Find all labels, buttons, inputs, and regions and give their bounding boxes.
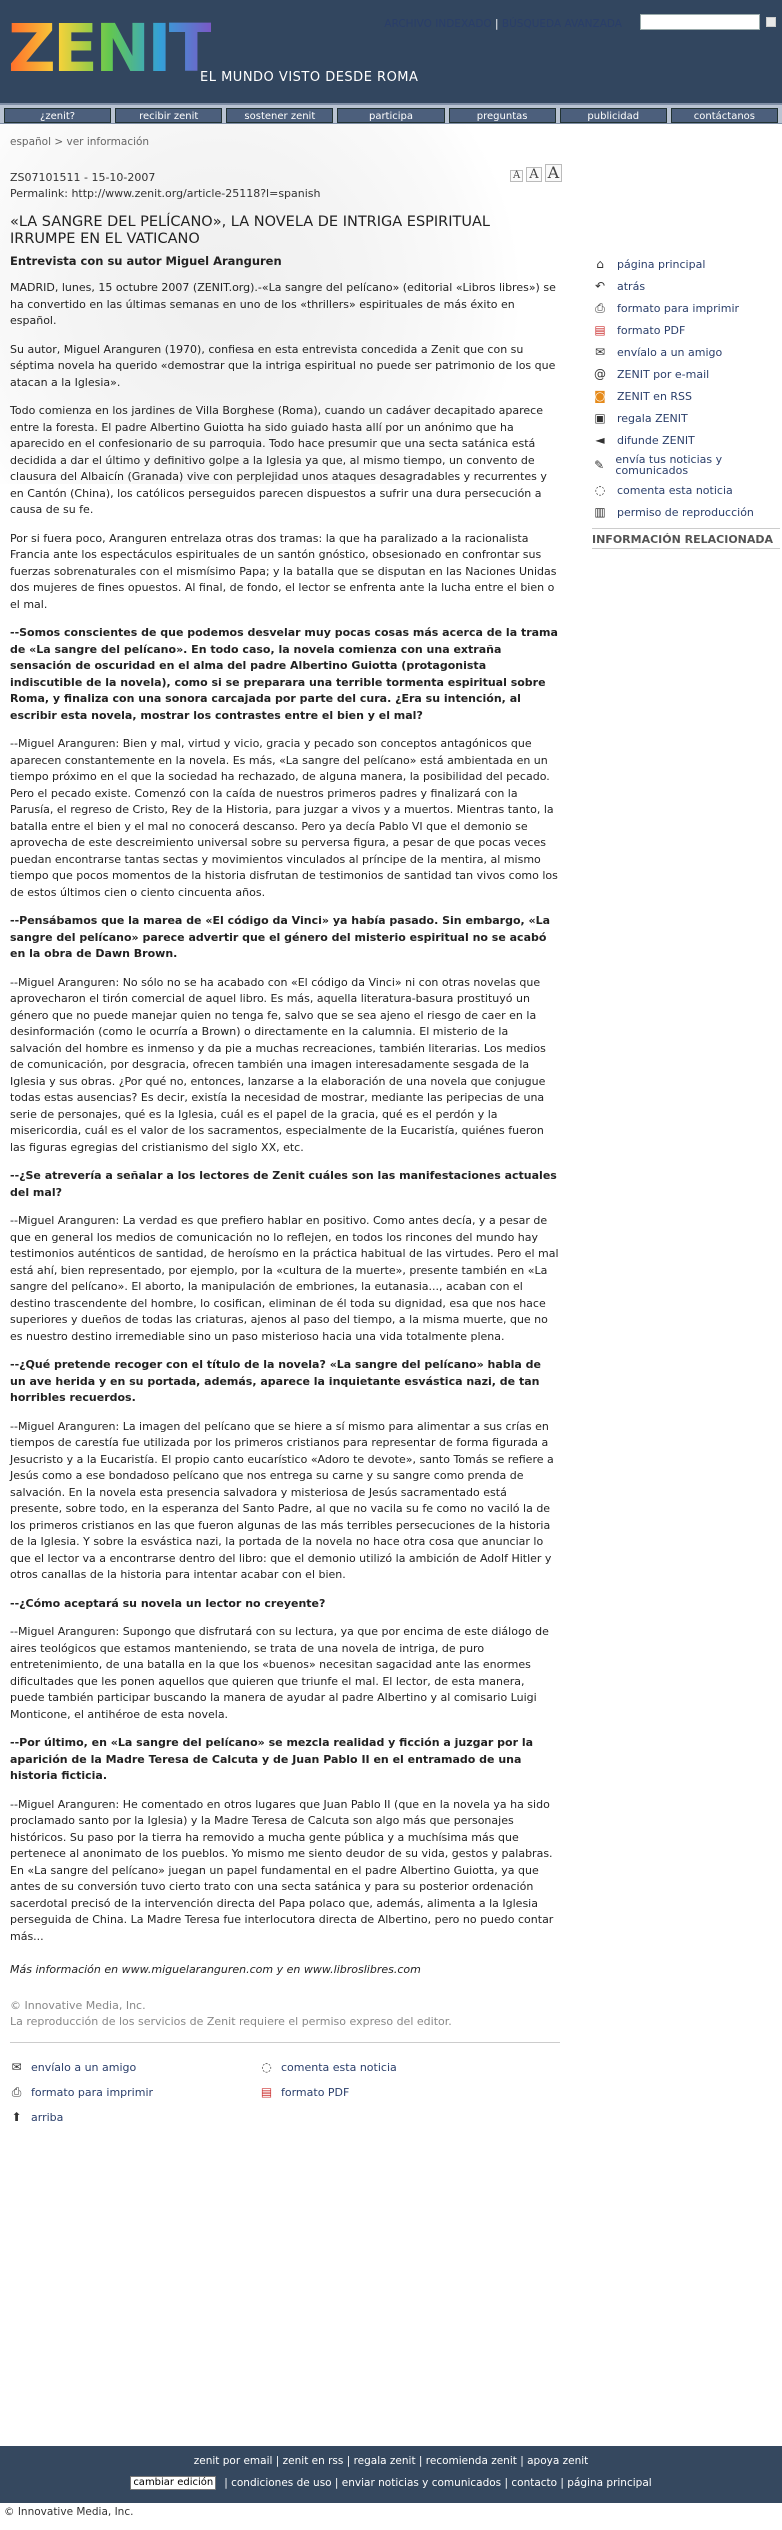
article-title: «LA SANGRE DEL PELÍCANO», LA NOVELA DE INTRIGA ESPIRITUAL IRRUMPE EN EL VATICANO: [10, 214, 491, 247]
pdf-icon: ▤: [594, 322, 606, 337]
comment-icon: ◌: [261, 2060, 272, 2074]
question-paragraph: --¿Cómo aceptará su novela un lector no creyente?: [10, 1596, 326, 1610]
bottom-tools: [10, 2042, 560, 2124]
related-info-heading: INFORMACIÓN RELACIONADA: [592, 528, 780, 549]
article-paragraph: --Miguel Aranguren: Supongo que disfrutará con su lectura, ya que por encima de este diálogo de aires teológicos que estamos manteniendo, se trata de una novela de intriga, de puro entretenimiento, de una batalla en la que los «buenos» necesitan sagacidad ante las enormes dificultades que les ponen aquellos que quieren que triunfe el mal. El lector, de esta manera, puede también participar buscando la manera de ayudar al padre Albertino y al comisario Luigi Monticone, el antihéroe de esta novela.: [10, 1625, 549, 1721]
sidebar-print[interactable]: [592, 300, 780, 316]
top-links-separator: |: [495, 18, 499, 30]
sidebar-home[interactable]: [592, 256, 780, 272]
tagline: EL MUNDO VISTO DESDE ROMA: [200, 70, 419, 85]
article-paragraph: MADRID, lunes, 15 octubre 2007 (ZENIT.org).-«La sangre del pelícano» (editorial «Libros libres») se ha convertido en las últimas semanas en uno de los «thrillers» espirituales de más éxito en español.: [10, 281, 556, 327]
nav-sostener[interactable]: sostener zenit: [226, 108, 333, 123]
question-paragraph: --¿Qué pretende recoger con el título de la novela? «La sangre del pelícano» habla de un ave herida y en su portada, además, aparece la inquietante esvástica nazi, de tan horribles recuerdos.: [10, 1358, 542, 1404]
question-paragraph: --Por último, en «La sangre del pelícano» se mezcla realidad y ficción a juzgar por la aparición de la Madre Teresa de Calcuta y de Juan Pablo II en el entramado de una historia ficticia.: [10, 1736, 534, 1782]
nav-preguntas[interactable]: preguntas: [449, 108, 556, 123]
question-paragraph: --Pensábamos que la marea de «El código da Vinci» ya había pasado. Sin embargo, «La sangre del pelícano» parece advertir que el género del misterio espiritual no se acabó en la obra de Dawn Brown.: [10, 914, 551, 960]
sidebar-rss-label: ZENIT en RSS: [617, 389, 693, 403]
copyright: © Innovative Media, Inc.: [10, 1999, 146, 2012]
sidebar: [592, 256, 780, 549]
sidebar-comment[interactable]: [592, 482, 780, 498]
printer-icon: ⎙: [11, 2085, 22, 2099]
bottom-comment[interactable]: [260, 2061, 510, 2074]
article-body: [10, 280, 560, 1945]
sidebar-print-label: formato para imprimir: [617, 301, 740, 315]
more-info[interactable]: Más información en www.miguelaranguren.com y en www.libroslibres.com: [10, 1963, 421, 1976]
bottom-print[interactable]: [10, 2086, 260, 2099]
sidebar-license-label: permiso de reproducción: [617, 505, 754, 519]
search-input[interactable]: [640, 14, 760, 30]
header: [0, 0, 782, 103]
edition-select[interactable]: cambiar edición: [130, 2476, 216, 2490]
printer-icon: ⎙: [595, 300, 605, 315]
archive-link[interactable]: ARCHIVO INDEXADO: [384, 18, 492, 30]
article-paragraph: --Miguel Aranguren: La imagen del pelícano que se hiere a sí mismo para alimentar a sus crías en tiempos de carestía fue utilizada por los primeros cristianos para representar de forma figurada a Jesucristo y a la Eucaristía. El propio canto eucarístico «Adoro te devote», santo Tomás se refiere a Jesús como a ese bondadoso pelícano que nos entrega su carne y su sangre como prenda de salvación. En la novela esta presencia salvadora y misteriosa de Jesús sacramentado está presente, sobre todo, en la esperanza del Santo Padre, al que no vacila su fe como no vaciló la de los primeros cristianos en las que fueron algunas de las más terribles persecuciones de la historia de la Iglesia. Y sobre la esvástica nazi, la portada de la novela no hace otra cosa que anunciar lo que el lector va a encontrarse dentro del libro: que el demonio utilizó la ambición de Adolf Hitler y otros canallas de la historia para intentar acabar con el bien.: [10, 1419, 554, 1581]
font-size-controls: [510, 164, 562, 182]
article-paragraph: --Miguel Aranguren: Bien y mal, virtud y vicio, gracia y pecado son conceptos antagónicos que aparecen constantemente en la novela. Es más, «La sangre del pelícano» está ambientada en un tiempo próximo en el que la sociedad ha rechazado, de alguna manera, la posibilidad del pecado. Pero el pecado existe. Comenzó con la caída de nuestros primeros padres y finalizará con la Parusía, el regreso de Cristo, Rey de la Historia, para juzgar a vivos y a muertos. Mientras tanto, la batalla entre el bien y el mal no conocerá descanso. Pero ya decía Pablo VI que el demonio se aprovecha de este descreimiento universal sobre su perversa figura, a pesar de que pocas veces puedan encontrarse tantas sectas y movimientos vinculados al príncipe de la mentira, al mismo tiempo que pocos momentos de la historia disfrutan de testimonios de santidad tan vivos como los de estos últimos cien o ciento cincuenta años.: [10, 737, 558, 899]
article-paragraph: Su autor, Miguel Aranguren (1970), confiesa en esta entrevista concedida a Zenit que con su séptima novela ha querido «demostrar que la intriga espiritual no puede ser patrimonio de los que atacan a la Iglesia».: [10, 342, 556, 389]
sidebar-email[interactable]: [592, 366, 780, 382]
article-code-date: ZS07101511 - 15-10-2007: [10, 171, 156, 184]
logo-text: ZENIT: [8, 10, 211, 87]
at-icon: @: [594, 366, 606, 381]
sidebar-send-friend[interactable]: [592, 344, 780, 360]
zenit-logo[interactable]: [8, 10, 211, 87]
footer-copyright: © Innovative Media, Inc.: [4, 2506, 134, 2518]
sidebar-gift[interactable]: [592, 410, 780, 426]
sidebar-spread[interactable]: [592, 432, 780, 448]
article-paragraph: Todo comienza en los jardines de Villa Borghese (Roma), cuando un cadáver decapitado aparece entre la foresta. El padre Albertino Guiotta ha sido guiado hasta allí por un anónimo que ha aparecido en el confesionario de su parroquia. Todo hace presumir que una secta satánica está decidida a dar el último y definitivo golpe a la Iglesia ya que, al mismo tiempo, un convento de clausura del Albaicín (Granada) vive con perplejidad unos ataques desagradables y recurrentes y en Cantón (China), los católicos perseguidos parecen dispuestos a sufrir una dura persecución a causa de su fe.: [10, 404, 547, 516]
article-paragraph: --Miguel Aranguren: No sólo no se ha acabado con «El código da Vinci» ni con otras novelas que aprovecharon el tirón comercial de aquel libro. Es más, aquella literatura-basura prostituyó un género que no puede manejar quien no tenga fe, salvo que se sea ajeno el riesgo de caer en la desinformación (como le ocurría a Brown) o directamente en la calumnia. El misterio de la salvación del hombre es inmenso y da pie a muchas recreaciones, también literarias. Los medios de comunicación, por desgracia, ofrecen también una imagen interesadamente sesgada de la Iglesia y sus obras. ¿Por qué no, entonces, lanzarse a la elaboración de una novela que conjugue todas estas ausencias? Es decir, existía la necesidad de mostrar, mediante las peripecias de una serie de personajes, qué es la Iglesia, cuál es el papel de la gracia, qué es el perdón y la misericordia, cuál es el valor de los sacramentos, especialmente de la Eucaristía, quiénes fueron las figuras egregias del cristianismo del siglo XX, etc.: [10, 975, 546, 1154]
search-button[interactable]: [766, 17, 776, 27]
article-subtitle: Entrevista con su autor Miguel Aranguren: [10, 254, 282, 268]
font-medium-button[interactable]: A: [526, 167, 541, 182]
advanced-search-link[interactable]: BÚSQUEDA AVANZADA: [501, 18, 622, 30]
pencil-icon: ✎: [594, 457, 605, 472]
sidebar-home-label: página principal: [617, 257, 706, 271]
sidebar-comment-label: comenta esta noticia: [617, 483, 733, 497]
home-icon: ⌂: [596, 256, 604, 271]
sidebar-spread-label: difunde ZENIT: [617, 433, 695, 447]
question-paragraph: --¿Se atrevería a señalar a los lectores de Zenit cuáles son las manifestaciones actuales del mal?: [10, 1169, 557, 1199]
sidebar-pdf[interactable]: [592, 322, 780, 338]
footer-links-2[interactable]: | condiciones de uso | enviar noticias y comunicados | contacto | página principal: [224, 2477, 652, 2489]
bottom-print-label: formato para imprimir: [31, 2086, 154, 2099]
main-nav: [0, 103, 782, 124]
nav-participa[interactable]: participa: [337, 108, 444, 123]
article-paragraph: Por si fuera poco, Aranguren entrelaza otras dos tramas: la que ha paralizado a la racionalista Francia ante los espectáculos espirituales de un santón gnóstico, obsesionado en confrontar sus fuerzas sobrenaturales con el mismísimo Papa; y la batalla que se disputan en las Naciones Unidas dos mujeres de fines opuestos. Al final, de fondo, el lector se enfrenta ante la lucha entre el bien o el mal.: [10, 531, 557, 611]
sidebar-license[interactable]: [592, 504, 780, 520]
megaphone-icon: ◄: [595, 432, 605, 447]
bottom-pdf[interactable]: [260, 2086, 510, 2099]
envelope-icon: ✉: [594, 344, 606, 359]
question-paragraph: --Somos conscientes de que podemos desvelar muy pocas cosas más acerca de la trama de «La sangre del pelícano». En todo caso, la novela comienza con una extraña sensación de oscuridad en el alma del padre Albertino Guiotta (protagonista indiscutible de la novela), como si se preparara una terrible tormenta espiritual sobre Roma, y finaliza con una sonora carcajada por parte del cura. ¿Era su intención, al escribir esta novela, mostrar los contrastes entre el bien y el mal?: [10, 626, 558, 722]
bottom-pdf-label: formato PDF: [281, 2086, 350, 2099]
article-column: [0, 124, 570, 2124]
breadcrumb[interactable]: español > ver información: [10, 136, 150, 148]
article-paragraph: --Miguel Aranguren: He comentado en otros lugares que Juan Pablo II (que en la novela ya ha sido proclamado santo por la Iglesia) y la Madre Teresa de Calcuta son algo más que personajes históricos. Su paso por la tierra ha removido a mucha gente pública y a muchísima más que pertenece al anonimato de los pueblos. Yo mismo me siento deudor de su vida, gestos y palabras. En «La sangre del pelícano» juegan un papel fundamental en el padre Albertino Guiotta, ya que antes de su conversión tuvo cierto trato con una secta satánica y para su posterior ordenación sacerdotal precisó de la intervención directa del Papa polaco que, además, alimenta a la Iglesia perseguida de China. La Madre Teresa fue interlocutora directa de Albertino, pero no puedo contar más...: [10, 1797, 554, 1943]
nav-zenit[interactable]: ¿zenit?: [4, 108, 111, 123]
nav-recibir[interactable]: recibir zenit: [115, 108, 222, 123]
bottom-comment-label: comenta esta noticia: [281, 2061, 397, 2074]
comment-icon: ◌: [594, 482, 606, 497]
bottom-top-label: arriba: [31, 2111, 64, 2124]
reproduction-notice: La reproducción de los servicios de Zenit requiere el permiso expreso del editor.: [10, 2015, 452, 2028]
envelope-icon: ✉: [11, 2060, 22, 2074]
sidebar-rss[interactable]: [592, 388, 780, 404]
footer: [0, 2446, 782, 2503]
article-paragraph: --Miguel Aranguren: La verdad es que prefiero hablar en positivo. Como antes decía, y a pesar de que en general los medios de comunicación no lo reflejen, en todos los rincones del mundo hay testimonios auténticos de santidad, de heroísmo en la práctica habitual de las virtudes. Pero el mal está ahí, bien representado, por ejemplo, por la «cultura de la muerte», presente también en «La sangre del pelícano». El aborto, la manipulación de embriones, la eutanasia..., acaban con el destino trascendente del hombre, lo cosifican, eliminan de él toda su dignidad, esa que nos hace superiores y dueños de todas las criaturas, ajenos al paso del tiempo, a la misma muerte, que no es nuestro destino irremediable sino un paso misterioso hacia una vida totalmente plena.: [10, 1214, 559, 1343]
sidebar-send-news[interactable]: [592, 454, 780, 476]
top-links: [384, 18, 622, 30]
pdf-icon: ▤: [260, 2085, 273, 2099]
sidebar-pdf-label: formato PDF: [617, 323, 686, 337]
up-arrow-icon: ⬆: [11, 2110, 22, 2124]
nav-publicidad[interactable]: publicidad: [560, 108, 667, 123]
bottom-top[interactable]: [10, 2111, 260, 2124]
rss-icon: ◙: [594, 388, 606, 403]
font-large-button[interactable]: A: [545, 164, 563, 182]
sidebar-back-label: atrás: [617, 279, 646, 293]
sidebar-email-label: ZENIT por e-mail: [617, 367, 710, 381]
sidebar-gift-label: regala ZENIT: [617, 411, 688, 425]
sidebar-back[interactable]: [592, 278, 780, 294]
back-arrow-icon: ↶: [594, 278, 606, 293]
bottom-send-friend-label: envíalo a un amigo: [31, 2061, 137, 2074]
sidebar-send-friend-label: envíalo a un amigo: [617, 345, 723, 359]
sidebar-send-news-label: envía tus noticias y comunicados: [615, 453, 723, 477]
permalink[interactable]: Permalink: http://www.zenit.org/article-25118?l=spanish: [10, 187, 321, 200]
footer-links[interactable]: zenit por email | zenit en rss | regala zenit | recomienda zenit | apoya zenit: [193, 2455, 589, 2467]
nav-contactanos[interactable]: contáctanos: [671, 108, 778, 123]
bottom-send-friend[interactable]: [10, 2061, 260, 2074]
gift-icon: ▣: [594, 410, 606, 425]
license-icon: ▥: [594, 504, 606, 519]
font-small-button[interactable]: A: [510, 170, 523, 182]
